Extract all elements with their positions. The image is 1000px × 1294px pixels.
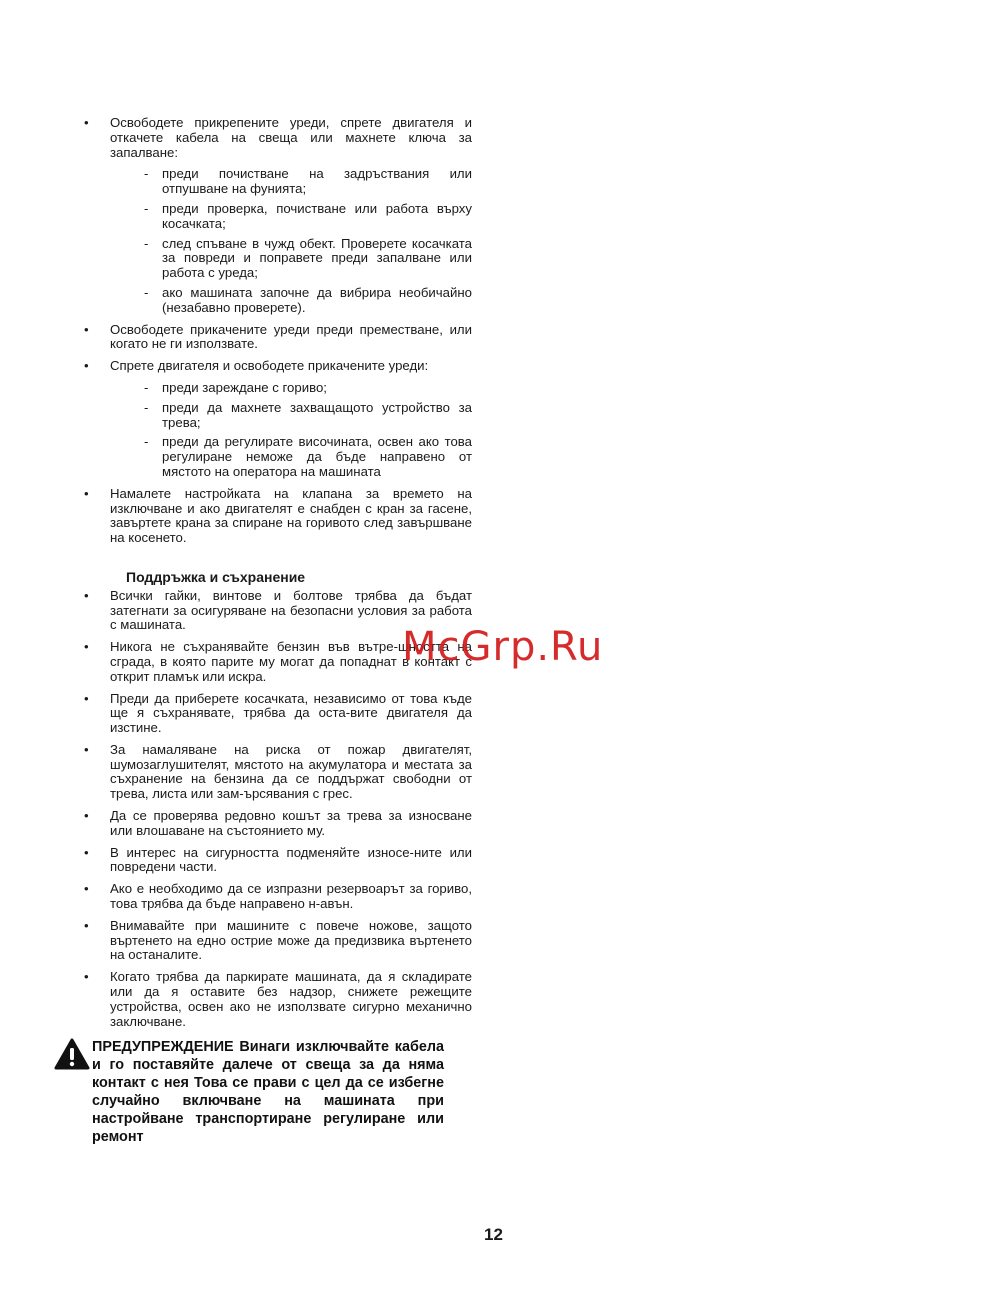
dash: - bbox=[144, 434, 149, 450]
sub-item-text: преди зареждане с гориво; bbox=[162, 379, 327, 395]
bullet: • bbox=[84, 690, 89, 706]
list-item bbox=[84, 692, 472, 736]
bullet: • bbox=[84, 358, 89, 374]
bullet: • bbox=[84, 115, 89, 130]
warning-triangle-icon bbox=[54, 1038, 90, 1070]
bullet: • bbox=[84, 485, 89, 501]
page-number: 12 bbox=[484, 1225, 503, 1244]
list-item-text: Освободете прикрепените уреди, спрете двигателя и откачете кабела на свеща или махнете ключа за запалване: bbox=[110, 115, 472, 160]
list-item-text: Никога не съхранявайте бензин във вътре-шността на сграда, в която парите му могат да попаднат в контакт с открит пламък или искра. bbox=[110, 639, 472, 684]
list-item-text: Спрете двигателя и освободете прикачените уреди: bbox=[110, 358, 429, 374]
section-heading: Поддръжка и съхранение bbox=[126, 568, 306, 585]
sub-item-text: ако машината започне да вибрира необичайно (незабавно проверете). bbox=[162, 284, 472, 315]
list-item bbox=[84, 487, 472, 546]
sub-item-text: преди да махнете захващащото устройство за трева; bbox=[162, 399, 472, 430]
bullet: • bbox=[84, 917, 89, 933]
dash: - bbox=[144, 399, 149, 415]
sub-item-text: преди проверка, почистване или работа върху косачката; bbox=[162, 200, 472, 231]
dash: - bbox=[144, 284, 149, 300]
bullet: • bbox=[84, 741, 89, 757]
warning-text: ПРЕДУПРЕЖДЕНИЕ Винаги изключвайте кабела и го поставяйте далече от свеща за да няма контакт с нея Това се прави с цел да се избегне случайно включване на машината при настройване транспортиране регулиране или ремонт bbox=[92, 1039, 444, 1145]
sub-item bbox=[110, 435, 472, 479]
sub-item bbox=[110, 401, 472, 431]
bullet: • bbox=[84, 587, 89, 603]
warning-block bbox=[54, 1038, 444, 1146]
watermark: McGrp.Ru bbox=[402, 624, 604, 670]
list-item bbox=[84, 116, 472, 316]
list-item-text: В интерес на сигурността подменяйте износе-ните или повредени части. bbox=[110, 844, 472, 875]
bullet: • bbox=[84, 881, 89, 897]
dash: - bbox=[144, 235, 149, 251]
bullet: • bbox=[84, 808, 89, 824]
list-item bbox=[84, 846, 472, 876]
list-item bbox=[84, 809, 472, 839]
dash: - bbox=[144, 166, 149, 182]
bullet: • bbox=[84, 969, 89, 985]
list-item-text: За намаляване на риска от пожар двигателят, шумозаглушителят, мястото на акумулатора и местата за съхранение на бензина да се поддържат свободни от трева, листа или зам-ърсявания с грес. bbox=[110, 741, 472, 802]
sub-list bbox=[110, 167, 472, 315]
list-item-text: Внимавайте при машините с повече ножове, защото въртенето на едно острие може да предизвика въртенето на останалите. bbox=[110, 917, 472, 963]
sub-item-text: преди да регулирате височината, освен ако това регулиране неможе да бъде направено от мястото на оператора на машината bbox=[162, 434, 472, 479]
sub-item-text: след спъване в чужд обект. Проверете косачката за повреди и поправете преди запалване или работа с уреда; bbox=[162, 235, 472, 281]
list-item bbox=[84, 323, 472, 353]
list-item bbox=[84, 359, 472, 480]
sub-item bbox=[110, 237, 472, 281]
safety-list bbox=[84, 116, 472, 546]
sub-item bbox=[110, 286, 472, 316]
list-item-text: Когато трябва да паркирате машината, да я складирате или да я оставите без надзор, снижете режещите устройства, освен ако не използвате сигурно механично заключване. bbox=[110, 969, 472, 1029]
dash: - bbox=[144, 379, 149, 395]
text-column bbox=[84, 116, 472, 1036]
list-item bbox=[84, 970, 472, 1029]
list-item bbox=[84, 743, 472, 802]
bullet: • bbox=[84, 639, 89, 655]
sub-item bbox=[110, 381, 472, 396]
list-item-text: Намалете настройката на клапана за времето на изключване и ако двигателят е снабден с кран за гасене, завъртете крана за спиране на горивото след завършване на косенето. bbox=[110, 485, 472, 546]
sub-list bbox=[110, 381, 472, 480]
bullet: • bbox=[84, 321, 89, 337]
list-item-text: Всички гайки, винтове и болтове трябва да бъдат затегнати за осигуряване на безопасни условия за работа с машината. bbox=[110, 587, 472, 633]
sub-item bbox=[110, 167, 472, 197]
list-item-text: Преди да приберете косачката, независимо от това къде ще я съхранявате, трябва да оста-вите двигателя да изстине. bbox=[110, 690, 472, 736]
sub-item-text: преди почистване на задръствания или отпушване на фунията; bbox=[162, 166, 472, 197]
list-item bbox=[84, 882, 472, 912]
dash: - bbox=[144, 200, 149, 216]
list-item bbox=[84, 919, 472, 963]
bullet: • bbox=[84, 844, 89, 860]
sub-item bbox=[110, 202, 472, 232]
list-item-text: Освободете прикачените уреди преди преместване, или когато не ги използвате. bbox=[110, 321, 472, 352]
list-item-text: Да се проверява редовно кошът за трева за износване или влошаване на състоянието му. bbox=[110, 808, 472, 838]
list-item-text: Ако е необходимо да се изпразни резервоарът за гориво, това трябва да бъде направено н-авън. bbox=[110, 881, 472, 912]
